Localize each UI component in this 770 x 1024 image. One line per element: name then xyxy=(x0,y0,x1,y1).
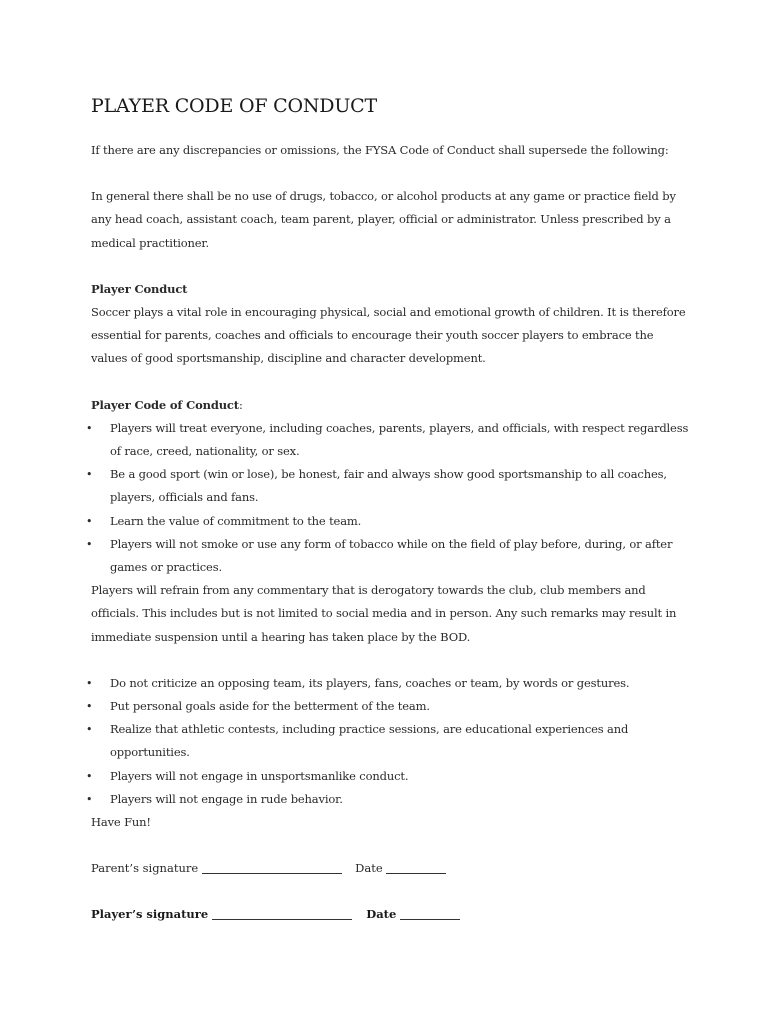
player-signature-row xyxy=(91,903,691,926)
intro-paragraph: If there are any discrepancies or omissions, the FYSA Code of Conduct shall supersede the following: xyxy=(91,143,669,157)
list-item xyxy=(86,417,691,463)
bullet-icon: • xyxy=(86,700,93,714)
list-item-text: Do not criticize an opposing team, its players, fans, coaches or team, by words or gestures. xyxy=(110,675,630,690)
bullet-icon: • xyxy=(86,769,93,783)
player-date-label: Date xyxy=(366,907,397,922)
list-item-text: Learn the value of commitment to the team. xyxy=(110,513,362,528)
general-paragraph: In general there shall be no use of drugs, tobacco, or alcohol products at any game or practice field by any head coach, assistant coach, team parent, player, official or administrator. Unless prescribed by a medical practitioner. xyxy=(91,189,676,250)
code-of-conduct-heading-text: Player Code of Conduct xyxy=(91,397,239,412)
code-of-conduct-heading xyxy=(91,394,691,417)
spacer xyxy=(91,255,691,278)
list-item-text: Players will not engage in rude behavior. xyxy=(110,791,343,806)
additional-bullet-list xyxy=(86,672,691,811)
player-date-line[interactable] xyxy=(400,918,460,920)
list-item xyxy=(86,695,691,718)
list-item-text: Be a good sport (win or lose), be honest, fair and always show good sportsmanship to all coaches, players, officials and fans. xyxy=(110,467,667,505)
page-title: PLAYER CODE OF CONDUCT xyxy=(91,95,377,117)
list-item-text: Realize that athletic contests, including practice sessions, are educational experiences and opportunities. xyxy=(110,722,629,760)
list-item xyxy=(86,533,691,579)
spacer xyxy=(91,834,691,857)
refrain-paragraph: Players will refrain from any commentary that is derogatory towards the club, club members and officials. This includes but is not limited to social media and in person. Any such remarks may result in immediate suspension until a hearing has taken place by the BOD. xyxy=(91,583,677,644)
list-item xyxy=(86,463,691,509)
list-item-text: Players will not smoke or use any form of tobacco while on the field of play before, during, or after games or practices. xyxy=(110,536,673,575)
bullet-icon: • xyxy=(86,514,93,528)
list-item xyxy=(86,765,691,788)
parent-signature-row xyxy=(91,857,691,880)
list-item xyxy=(86,718,691,764)
parent-signature-label: Parent’s signature xyxy=(91,861,199,876)
document-body xyxy=(86,93,691,927)
parent-date-label: Date xyxy=(355,861,383,876)
spacer xyxy=(91,880,691,903)
spacer xyxy=(91,649,691,672)
spacer xyxy=(91,371,691,394)
player-conduct-heading: Player Conduct xyxy=(91,281,188,296)
player-conduct-paragraph: Soccer plays a vital role in encouraging physical, social and emotional growth of children. It is therefore essential for parents, coaches and officials to encourage their youth soccer players to embrace the values of good sportsmanship, discipline and character development. xyxy=(91,305,686,366)
player-signature-line[interactable] xyxy=(212,918,352,920)
spacer xyxy=(91,162,691,185)
list-item-text: Players will not engage in unsportsmanlike conduct. xyxy=(110,768,409,783)
parent-signature-line[interactable] xyxy=(202,872,342,874)
list-item xyxy=(86,788,691,811)
bullet-icon: • xyxy=(86,537,93,551)
player-signature-label: Player’s signature xyxy=(91,907,209,922)
bullet-icon: • xyxy=(86,676,93,690)
heading-colon: : xyxy=(238,397,243,412)
bullet-icon: • xyxy=(86,421,93,435)
closing-text: Have Fun! xyxy=(91,815,151,830)
list-item-text: Put personal goals aside for the betterment of the team. xyxy=(110,699,430,714)
bullet-icon: • xyxy=(86,792,93,806)
code-bullet-list xyxy=(86,417,691,579)
list-item xyxy=(86,672,691,695)
list-item-text: Players will treat everyone, including coaches, parents, players, and officials, with respect regardless of race, creed, nationality, or sex. xyxy=(110,420,689,459)
bullet-icon: • xyxy=(86,723,93,737)
parent-date-line[interactable] xyxy=(386,872,446,874)
list-item xyxy=(86,510,691,533)
bullet-icon: • xyxy=(86,468,93,482)
